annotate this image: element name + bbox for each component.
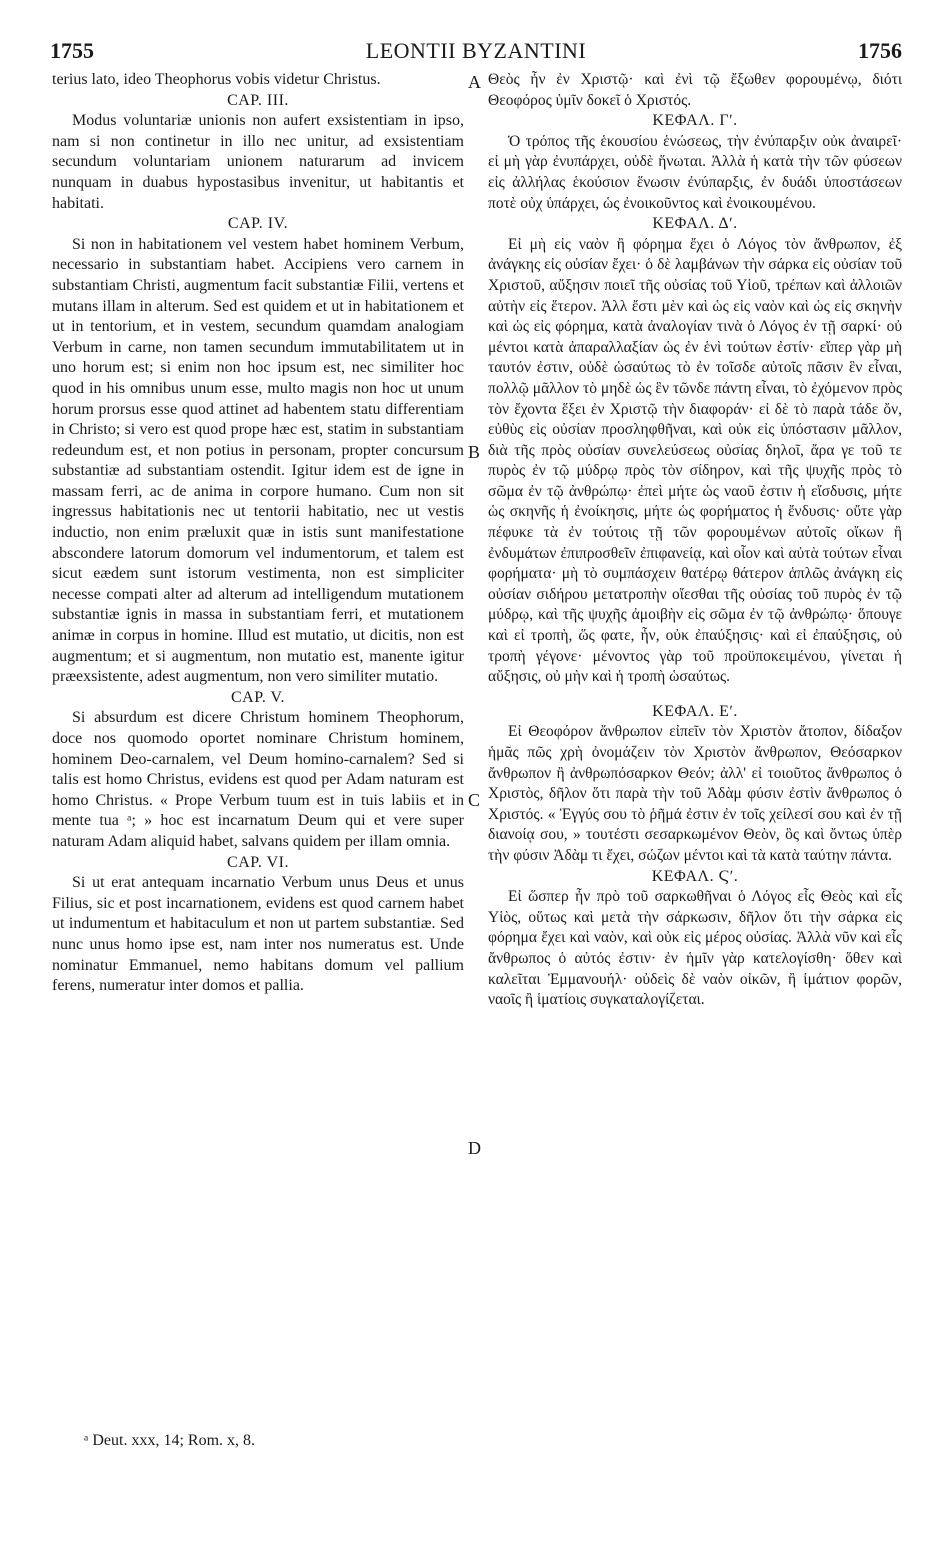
- latin-cap6-title: CAP. VI.: [227, 853, 289, 871]
- greek-column: [488, 70, 902, 1011]
- greek-cap3-text: Ὁ τρόπος τῆς ἑκουσίου ἑνώσεως, τὴν ἐνύπαρξιν οὐκ ἀναιρεῖ· εἰ μὴ γὰρ ἐνυπάρχει, οὐδὲ ἥνωται. Ἀλλὰ ἡ κατὰ τὴν τῶν φύσεων εἰς ἀλλήλας ἑκούσιον ἕνωσιν ἐνύπαρξις, ἐν δυάδι ὑποστάσεων ποτὲ οὐχ ὑπάρχει, ὡς ἐνοικοῦντος καὶ ἐνοικουμένου.: [488, 132, 902, 212]
- latin-cap4-title: CAP. IV.: [227, 215, 289, 233]
- greek-cap4-title: ΚΕΦΑΛ. Δʹ.: [652, 215, 738, 233]
- left-column-number: 1755: [50, 38, 94, 63]
- margin-letter-c: C: [468, 790, 481, 810]
- greek-intro: Θεὸς ἦν ἐν Χριστῷ· καὶ ἐνὶ τῷ ἔξωθεν φορουμένῳ, διότι Θεοφόρος ὑμῖν δοκεῖ ὁ Χριστός.: [488, 71, 902, 109]
- latin-cap5-text: Si absurdum est dicere Christum hominem Theophorum, doce nos quomodo oportet nominare Christum hominem, hominem Deo-carnalem, vel Deum homino-carnalem? Sed si talis est homo Christus, evidens est quod per Adam naturam est homo Christus. « Prope Verbum tuum est in tuis labiis et in mente tua ᵃ; » hoc est incarnatum Deum qui et vere super naturam Adam aliquid habet, salvans quidem per illam omnia.: [52, 709, 464, 850]
- greek-cap6-title: ΚΕΦΑΛ. Ϛʹ.: [651, 867, 739, 885]
- page-header: [50, 38, 902, 68]
- greek-cap6-text: Εἰ ὥσπερ ἦν πρὸ τοῦ σαρκωθῆναι ὁ Λόγος εἷς Θεὸς καὶ εἷς Υἱὸς, οὕτως καὶ μετὰ τὴν σάρκωσιν, δῆλον ὅτι τὴν σάρκα εἰς φόρημα ἔχει καὶ ναὸν, καὶ οὐκ εἰς μέρος οὐσίας. Ἀλλὰ νῦν καὶ εἷς ἄνθρωπος ὁ αὐτός ἐστιν· ἐν ἡμῖν γὰρ κατελογίσθη· ὅθεν καὶ καλεῖται Ἐμμανουήλ· οὐδεὶς δὲ ναὸν οἰκῶν, ἢ ἱμάτιον φορῶν, ναοῖς ἢ ἱματίοις συγκαταλογίζεται.: [488, 888, 902, 1009]
- greek-cap3-title: ΚΕΦΑΛ. Γʹ.: [652, 112, 738, 130]
- margin-letter-a: A: [468, 72, 481, 92]
- latin-cap4-text: Si non in habitationem vel vestem habet hominem Verbum, necessario in substantiam habet. Accipiens vero carnem in substantiam Christi, augmentum facit substantiæ Filii, vertens et mutans illam in alterum. Sed est quidem et ut in habitationem et ut in tentorium, et in vestem, secundum quamdam analogiam Verbum in carne, non tamen secundum immutabilitatem ut in uno horum est; si enim non hoc ipsum est, nec similiter hoc quod in his omnibus unum esse, multo magis non hoc ut unum horum prorsus esse quod attinet ad habentem statu differentiam in Christo; si vero est quod prope hæc est, statim in substantiam redeundum est, et non potius in personam, propter concursum substantiæ ad substantiam ostendit. Igitur idem est de igne in massam ferri, ac de anima in corpore humano. Cum non sit ingressus habitationis nec ut tentorii habitatio, nec ut vestis inductio, non enim præluxit quæ in istis sunt manifestatione abscondere latorum domorum vel indumentorum, et talem est sicut eædem sunt istorum vestimenta, non est simpliciter necesse compati alter ad alterum ad intelligendum mutationem substantiæ ignis in massa in substantiam ferri, et mutationem animæ in corpus in homine. Illud est mutatio, ut dicitis, non est augmentum; et si augmentum, non mutatio est, manente igitur præexsistente, adest augmentum, non vero similiter mutatio.: [52, 235, 464, 686]
- latin-cap5-title: CAP. V.: [230, 688, 286, 706]
- latin-cap3-title: CAP. III.: [227, 91, 289, 109]
- latin-column: [52, 70, 464, 997]
- right-column-number: 1756: [858, 38, 902, 63]
- latin-cap3-text: Modus voluntariæ unionis non aufert exsistentiam in ipso, nam si non continetur in illo nec unitur, ad exsistentiam secundum voluntariam unionem naturarum ad invicem nunquam in duabus hypostasibus invenitur, ut habitantis et habitati.: [52, 112, 464, 212]
- latin-intro: terius lato, ideo Theophorus vobis videtur Christus.: [52, 71, 381, 88]
- running-title: LEONTII BYZANTINI: [365, 38, 587, 63]
- footnote: ᵃ Deut. xxx, 14; Rom. x, 8.: [84, 1432, 256, 1449]
- greek-cap5-text: Εἰ Θεοφόρον ἄνθρωπον εἰπεῖν τὸν Χριστὸν ἄτοπον, δίδαξον ἡμᾶς πῶς χρὴ ὀνομάζειν τὸν Χριστὸν ἄνθρωπον, Θεόσαρκον ἄνθρωπον ἢ ἀνθρωπόσαρκον Θεόν; ἀλλ' εἰ τοιοῦτος ἄνθρωπος ὁ Χριστὸς, δῆλον ὅτι παρὰ τὴν τοῦ Ἀδὰμ φύσιν ἐστὶν ἄνθρωπος ὁ Χριστός. « Ἐγγύς σου τὸ ῥῆμά ἐστιν ἐν τοῖς χείλεσί σου καὶ ἐν τῇ διανοίᾳ σου, » τουτέστι σεσαρκωμένον Θεὸν, ὃς καὶ ὄντως ὑπὲρ τὴν φύσιν Ἀδὰμ τι ἔχει, σώζων μέντοι καὶ τὰ κατὰ ταύτην πάντα.: [488, 723, 902, 864]
- greek-cap5-title: ΚΕΦΑΛ. Εʹ.: [652, 702, 738, 720]
- latin-cap6-text: Si ut erat antequam incarnatio Verbum unus Deus et unus Filius, sic et post incarnationem, evidens est quod carnem habet ut indumentum et habitaculum et non ut partem substantiæ. Sed nunc unus homo ipse est, nam inter nos numeratus est. Unde nominatur Emmanuel, nemo habitans domum vel pallium ferens, numeratur inter domos et pallia.: [52, 874, 464, 995]
- margin-letter-d: D: [468, 1138, 481, 1158]
- margin-letter-b: B: [468, 442, 481, 462]
- greek-cap4-text: Εἰ μὴ εἰς ναὸν ἢ φόρημα ἔχει ὁ Λόγος τὸν ἄνθρωπον, ἐξ ἀνάγκης εἰς οὐσίαν ἔχει· ὁ δὲ λαμβάνων τὴν σάρκα εἰς οὐσίαν τοῦ Χριστοῦ, αὔξησιν ποιεῖ τῆς οὐσίας τοῦ Υἱοῦ, τρέπων καὶ ἀλλοιῶν αὐτὴν εἰς ἕτερον. Ἀλλ ἔστι μὲν καὶ ὡς εἰς ναὸν καὶ ὡς εἰς σκηνὴν καὶ ὡς εἰς φόρημα, κατὰ ἀναλογίαν τινὰ ὁ Λόγος ἐν τῇ σαρκί· οὐ μέντοι κατὰ ἀπαραλλαξίαν ὡς ἐν ἑνὶ τούτων ἐστίν· εἴπερ γὰρ μὴ ταυτόν ἐστιν, οὐδὲ ὡσαύτως τὸ ἐν τοῖσδε αὐτοῖς πᾶσιν ἓν εἶναι, πολλῷ μᾶλλον τὸ μηδὲ ὡς ἓν τῶνδε πάντη εἶναι, τὸ ἐχόμενον πρὸς τὸν ἔχοντα ἕξει ἐν Χριστῷ τὴν διαφοράν· εἰ δὲ τὸ παρὰ τάδε ὄν, εὐθὺς εἰς οὐσίαν προσληφθῆναι, καὶ οὐκ εἰς ὑπόστασιν μᾶλλον, διὰ τῆς πρὸς οὐσίαν συνελεύσεως οὐσίας δηλοῖ, ἄρα γε τοῦ τε πυρὸς ἐν τῷ μύδρῳ πρὸς τὸν σίδηρον, καὶ τῆς ψυχῆς πρὸς τὸ σῶμα ἐν τῷ ἀνθρώπῳ· ἐπεὶ μήτε ὡς ναοῦ ἐστιν ἡ εἴσδυσις, μήτε ὡς σκηνῆς ἡ ἐνοίκησις, μήτε ὡς φορήματος ἡ ἔνδυσις· οὔτε γὰρ πέφυκε τὰ ἐν τούτοις τῇ τῶν φορουμένων αὐτοῖς οἴκων ἢ ἐνδυμάτων ἐπιπροσθεῖν ἐπιφανείᾳ, καὶ οἷον καὶ αὐτὰ τούτων εἶναι φορήματα· μὴ τὸ συμπάσχειν θατέρῳ θάτερον ἁπλῶς ἀνάγκη εἰς οὐσίαν σιδήρου μετατροπὴν οἴεσθαι τῆς οὐσίας τοῦ πυρὸς ἐν τῷ μύδρῳ, καὶ τῆς ψυχῆς ἀμοιβὴν εἰς σῶμα ἐν τῷ ἀνθρώπῳ· ὅπουγε καὶ εἰ τροπὴ, ὥς φατε, ἦν, οὐκ ἐπαύξησις· καὶ εἰ ἐπαύξησις, οὐ τροπὴ γέγονε· μένοντος γὰρ τοῦ προϋποκειμένου, γίνεται ἡ αὔξησις, οὐ μὴν καὶ ἡ τροπὴ ὡσαύτως.: [488, 235, 902, 686]
